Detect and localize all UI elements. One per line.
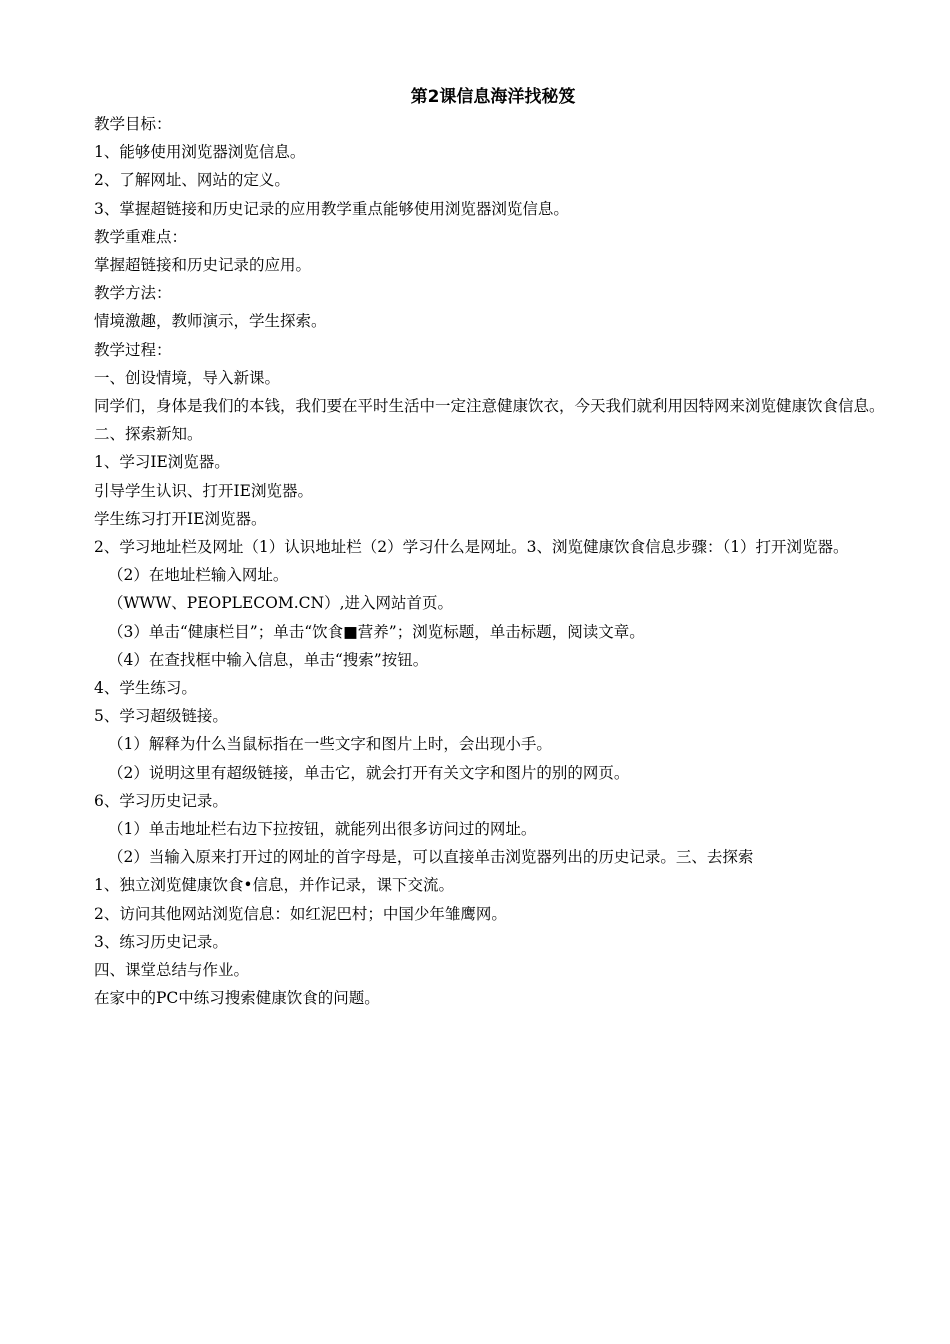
paragraph-line: 四、课堂总结与作业。 (94, 961, 250, 980)
paragraph-line: 引导学生认识、打开IE浏览器。 (94, 481, 313, 500)
paragraph-line: 情境激趣，教师演示，学生探索。 (94, 312, 327, 331)
paragraph-line: 教学过程： (94, 340, 172, 359)
paragraph-line: （3）单击“健康栏目”；单击“饮食■营养”；浏览标题，单击标题，阅读文章。 (108, 622, 645, 641)
paragraph-line: 2、访问其他网站浏览信息：如红泥巴村；中国少年雏鹰网。 (94, 904, 507, 923)
paragraph-line: 1、能够使用浏览器浏览信息。 (94, 143, 306, 162)
paragraph-line: 1、独立浏览健康饮食•信息，并作记录，课下交流。 (94, 876, 455, 895)
paragraph-line: 教学目标： (94, 115, 172, 133)
paragraph-line: 1、学习IE浏览器。 (94, 453, 230, 472)
paragraph-line: （1）单击地址栏右边下拉按钮，就能列出很多访问过的网址。 (108, 820, 537, 839)
paragraph-line: 教学方法： (94, 284, 172, 303)
paragraph-line: 同学们，身体是我们的本钱，我们要在平时生活中一定注意健康饮衣，今天我们就利用因特网来浏览健康饮食信息。 (94, 397, 885, 416)
paragraph-line: 2、了解网址、网站的定义。 (94, 171, 290, 190)
paragraph-line: （2）当输入原来打开过的网址的首字母是，可以直接单击浏览器列出的历史记录。三、去探索 (108, 848, 754, 867)
paragraph-line: 教学重难点： (94, 227, 188, 246)
paragraph-line: 二、探索新知。 (94, 425, 203, 444)
paragraph-line: （2）说明这里有超级链接，单击它，就会打开有关文字和图片的别的网页。 (108, 763, 630, 782)
paragraph-line: 4、学生练习。 (94, 679, 197, 698)
paragraph-line: （4）在查找框中输入信息，单击“搜索”按钮。 (108, 650, 429, 669)
document-body (94, 110, 894, 1013)
paragraph-line: 6、学习历史记录。 (94, 791, 228, 810)
paragraph-line: 3、练习历史记录。 (94, 932, 228, 951)
paragraph-line: 在家中的PC中练习搜索健康饮食的问题。 (94, 989, 380, 1008)
paragraph-line: 3、掌握超链接和历史记录的应用教学重点能够使用浏览器浏览信息。 (94, 199, 569, 218)
paragraph-line: 5、学习超级链接。 (94, 707, 228, 726)
paragraph-line: （1）解释为什么当鼠标指在一些文字和图片上时，会出现小手。 (108, 735, 552, 754)
paragraph-line: 2、学习地址栏及网址（1）认识地址栏（2）学习什么是网址。3、浏览健康饮食信息步骤：（1）打开浏览器。 (94, 538, 849, 557)
paragraph-line: 一、创设情境，导入新课。 (94, 368, 281, 387)
paragraph-line: （2）在地址栏输入网址。 (108, 566, 289, 585)
document-title: 第2课信息海洋找秘笈 (410, 87, 576, 107)
paragraph-line: （WWW、PEOPLECOM.CN）,进入网站首页。 (108, 594, 453, 613)
paragraph-line: 掌握超链接和历史记录的应用。 (94, 256, 312, 275)
paragraph-line: 学生练习打开IE浏览器。 (94, 509, 267, 528)
